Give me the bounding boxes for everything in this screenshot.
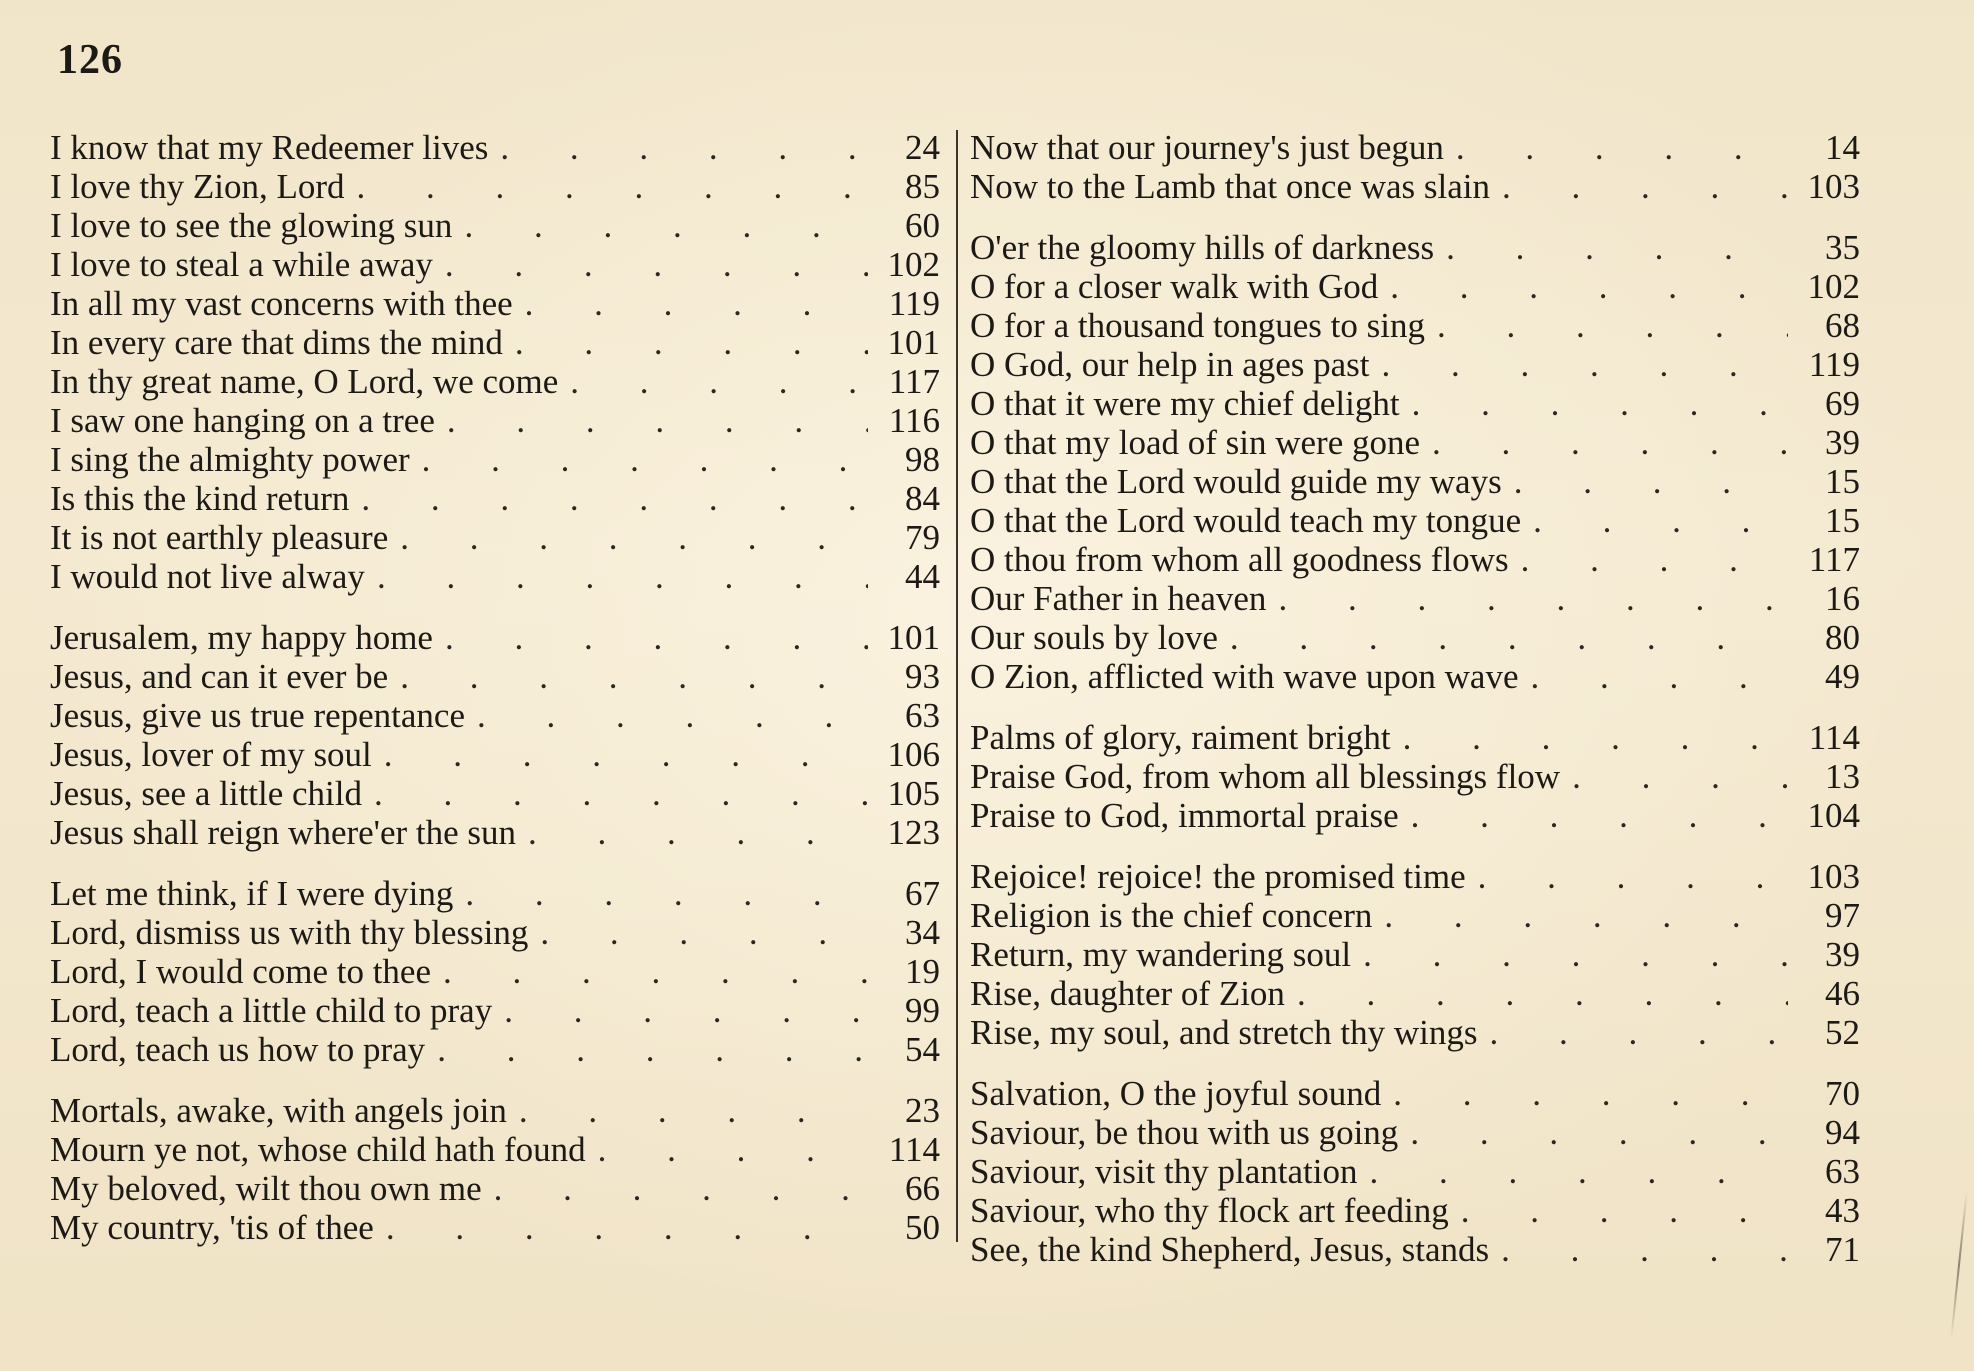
index-group — [50, 618, 940, 852]
hymn-title: Mourn ye not, whose child hath found — [50, 1130, 586, 1169]
hymn-title: Mortals, awake, with angels join — [50, 1091, 507, 1130]
hymn-page-number: 101 — [887, 323, 940, 362]
index-entry — [50, 813, 940, 852]
dot-leader — [377, 557, 868, 596]
dot-leader — [1521, 540, 1788, 579]
hymn-page-number: 43 — [1825, 1191, 1860, 1230]
hymn-page-number: 116 — [888, 401, 940, 440]
hymn-title: Saviour, visit thy plantation — [970, 1152, 1358, 1191]
index-entry — [50, 913, 940, 952]
index-entry — [970, 1230, 1860, 1269]
index-entry — [50, 401, 940, 440]
hymn-title: Jesus, lover of my soul — [50, 735, 372, 774]
index-column-left — [50, 128, 940, 1247]
hymn-title: Let me think, if I were dying — [50, 874, 454, 913]
index-entry — [50, 1208, 940, 1247]
index-entry — [970, 423, 1860, 462]
hymn-title: O for a closer walk with God — [970, 267, 1379, 306]
dot-leader — [1489, 1013, 1788, 1052]
hymn-page-number: 16 — [1825, 579, 1860, 618]
hymn-title: See, the kind Shepherd, Jesus, stands — [970, 1230, 1490, 1269]
hymn-title: Rise, daughter of Zion — [970, 974, 1285, 1013]
index-entry — [970, 718, 1860, 757]
index-group — [970, 718, 1860, 835]
hymn-title: O Zion, afflicted with wave upon wave — [970, 657, 1519, 696]
hymn-page-number: 105 — [887, 774, 940, 813]
hymn-title: Now that our journey's just begun — [970, 128, 1444, 167]
dot-leader — [1297, 974, 1788, 1013]
hymn-page-number: 39 — [1825, 935, 1860, 974]
index-entry — [970, 1191, 1860, 1230]
hymn-page-number: 114 — [1808, 718, 1860, 757]
index-entry — [50, 518, 940, 557]
dot-leader — [447, 401, 868, 440]
dot-leader — [1369, 1152, 1788, 1191]
index-entry — [50, 1169, 940, 1208]
dot-leader — [570, 362, 868, 401]
index-entry — [970, 857, 1860, 896]
hymn-page-number: 49 — [1825, 657, 1860, 696]
index-entry — [50, 657, 940, 696]
hymn-page-number: 97 — [1825, 896, 1860, 935]
index-group — [970, 128, 1860, 206]
dot-leader — [374, 774, 868, 813]
hymn-page-number: 99 — [905, 991, 940, 1030]
hymn-page-number: 14 — [1825, 128, 1860, 167]
hymn-page-number: 104 — [1807, 796, 1860, 835]
index-entry — [50, 1130, 940, 1169]
dot-leader — [1502, 167, 1788, 206]
hymn-title: My country, 'tis of thee — [50, 1208, 374, 1247]
hymn-page-number: 44 — [905, 557, 940, 596]
hymn-title: I know that my Redeemer lives — [50, 128, 489, 167]
hymn-title: I love thy Zion, Lord — [50, 167, 345, 206]
dot-leader — [1572, 757, 1788, 796]
dot-leader — [464, 206, 868, 245]
index-entry — [970, 1113, 1860, 1152]
index-group — [50, 874, 940, 1069]
index-entry — [970, 757, 1860, 796]
index-entry — [50, 557, 940, 596]
dot-leader — [1411, 796, 1788, 835]
index-column-right — [970, 128, 1860, 1269]
index-entry — [970, 1152, 1860, 1191]
hymn-page-number: 103 — [1807, 857, 1860, 896]
hymn-page-number: 63 — [905, 696, 940, 735]
index-entry — [50, 874, 940, 913]
dot-leader — [1461, 1191, 1788, 1230]
hymn-title: In all my vast concerns with thee — [50, 284, 513, 323]
hymn-page-number: 117 — [888, 362, 940, 401]
dot-leader — [1531, 657, 1789, 696]
hymn-title: O'er the gloomy hills of darkness — [970, 228, 1435, 267]
dot-leader — [1478, 857, 1788, 896]
index-entry — [50, 479, 940, 518]
hymn-page-number: 50 — [905, 1208, 940, 1247]
hymn-title: Saviour, who thy flock art feeding — [970, 1191, 1449, 1230]
dot-leader — [445, 618, 868, 657]
hymn-page-number: 93 — [905, 657, 940, 696]
index-entry — [970, 306, 1860, 345]
index-entry — [970, 167, 1860, 206]
hymn-title: Jesus shall reign where'er the sun — [50, 813, 517, 852]
hymn-page-number: 63 — [1825, 1152, 1860, 1191]
dot-leader — [1533, 501, 1788, 540]
dot-leader — [504, 991, 868, 1030]
hymn-title: I saw one hanging on a tree — [50, 401, 435, 440]
hymn-title: Jerusalem, my happy home — [50, 618, 433, 657]
index-entry — [50, 991, 940, 1030]
hymn-page-number: 106 — [887, 735, 940, 774]
hymn-page-number: 69 — [1825, 384, 1860, 423]
index-group — [970, 1074, 1860, 1269]
hymn-title: Return, my wandering soul — [970, 935, 1352, 974]
index-entry — [50, 323, 940, 362]
hymn-title: O that it were my chief delight — [970, 384, 1400, 423]
dot-leader — [422, 440, 868, 479]
index-entry — [970, 462, 1860, 501]
index-group — [970, 228, 1860, 696]
column-divider — [956, 130, 958, 1242]
index-entry — [50, 735, 940, 774]
hymn-page-number: 80 — [1825, 618, 1860, 657]
hymn-page-number: 103 — [1807, 167, 1860, 206]
hymn-page-number: 85 — [905, 167, 940, 206]
dot-leader — [384, 735, 868, 774]
dot-leader — [528, 813, 868, 852]
hymn-title: I love to see the glowing sun — [50, 206, 453, 245]
dot-leader — [400, 657, 868, 696]
index-entry — [50, 1091, 940, 1130]
dot-leader — [1403, 718, 1788, 757]
hymn-page-number: 23 — [905, 1091, 940, 1130]
dot-leader — [357, 167, 868, 206]
index-entry — [970, 228, 1860, 267]
index-entry — [50, 952, 940, 991]
index-entry — [50, 362, 940, 401]
dot-leader — [515, 323, 868, 362]
index-entry — [970, 974, 1860, 1013]
hymn-title: Jesus, and can it ever be — [50, 657, 389, 696]
hymn-page-number: 119 — [888, 284, 940, 323]
hymn-title: Is this the kind return — [50, 479, 350, 518]
hymn-title: Religion is the chief concern — [970, 896, 1373, 935]
hymn-page-number: 119 — [1808, 345, 1860, 384]
hymn-page-number: 24 — [905, 128, 940, 167]
index-entry — [50, 440, 940, 479]
index-entry — [970, 501, 1860, 540]
hymn-title: Jesus, see a little child — [50, 774, 363, 813]
hymn-title: Salvation, O the joyful sound — [970, 1074, 1382, 1113]
hymn-title: Jesus, give us true repentance — [50, 696, 465, 735]
index-entry — [50, 284, 940, 323]
dot-leader — [1410, 1113, 1788, 1152]
dot-leader — [519, 1091, 868, 1130]
hymn-page-number: 101 — [887, 618, 940, 657]
hymn-page-number: 54 — [905, 1030, 940, 1069]
hymn-page-number: 46 — [1825, 974, 1860, 1013]
hymn-title: Saviour, be thou with us going — [970, 1113, 1399, 1152]
index-entry — [970, 935, 1860, 974]
index-entry — [50, 774, 940, 813]
hymn-title: O God, our help in ages past — [970, 345, 1370, 384]
hymn-title: I sing the almighty power — [50, 440, 410, 479]
dot-leader — [1363, 935, 1788, 974]
page-edge-mark — [1950, 1190, 1968, 1339]
index-entry — [970, 345, 1860, 384]
hymn-title: O for a thousand tongues to sing — [970, 306, 1425, 345]
hymn-page-number: 70 — [1825, 1074, 1860, 1113]
hymn-title: It is not earthly pleasure — [50, 518, 389, 557]
dot-leader — [1501, 1230, 1788, 1269]
index-entry — [970, 1074, 1860, 1113]
index-entry — [970, 267, 1860, 306]
hymn-title: Our Father in heaven — [970, 579, 1267, 618]
hymn-page-number: 34 — [905, 913, 940, 952]
index-entry — [970, 896, 1860, 935]
dot-leader — [500, 128, 868, 167]
index-entry — [970, 384, 1860, 423]
dot-leader — [1514, 462, 1788, 501]
hymn-page-number: 39 — [1825, 423, 1860, 462]
hymn-page-number: 60 — [905, 206, 940, 245]
dot-leader — [1390, 267, 1788, 306]
hymn-page-number: 114 — [888, 1130, 940, 1169]
index-entry — [970, 796, 1860, 835]
dot-leader — [443, 952, 868, 991]
hymn-title: Praise God, from whom all blessings flow — [970, 757, 1561, 796]
dot-leader — [400, 518, 868, 557]
hymn-page-number: 15 — [1825, 501, 1860, 540]
hymn-title: O that the Lord would teach my tongue — [970, 501, 1522, 540]
hymn-title: In thy great name, O Lord, we come — [50, 362, 559, 401]
hymn-title: Our souls by love — [970, 618, 1218, 657]
hymn-page-number: 66 — [905, 1169, 940, 1208]
hymn-title: In every care that dims the mind — [50, 323, 503, 362]
hymn-page-number: 123 — [887, 813, 940, 852]
dot-leader — [598, 1130, 868, 1169]
hymn-title: Lord, teach a little child to pray — [50, 991, 493, 1030]
page-number: 126 — [57, 37, 123, 83]
hymn-page-number: 79 — [905, 518, 940, 557]
hymn-title: O thou from whom all goodness flows — [970, 540, 1509, 579]
hymn-page-number: 68 — [1825, 306, 1860, 345]
dot-leader — [445, 245, 868, 284]
dot-leader — [477, 696, 868, 735]
dot-leader — [1230, 618, 1788, 657]
hymn-page-number: 102 — [887, 245, 940, 284]
hymn-title: Lord, teach us how to pray — [50, 1030, 426, 1069]
index-entry — [970, 657, 1860, 696]
hymn-page-number: 102 — [1807, 267, 1860, 306]
dot-leader — [465, 874, 868, 913]
dot-leader — [437, 1030, 868, 1069]
hymn-title: I would not live alway — [50, 557, 365, 596]
hymn-title: Palms of glory, raiment bright — [970, 718, 1391, 757]
hymn-page-number: 19 — [905, 952, 940, 991]
index-entry — [970, 128, 1860, 167]
hymn-page-number: 94 — [1825, 1113, 1860, 1152]
hymn-title: Rise, my soul, and stretch thy wings — [970, 1013, 1478, 1052]
hymn-title: Now to the Lamb that once was slain — [970, 167, 1491, 206]
dot-leader — [525, 284, 868, 323]
hymn-title: Praise to God, immortal praise — [970, 796, 1399, 835]
hymn-page-number: 71 — [1825, 1230, 1860, 1269]
hymn-title: Rejoice! rejoice! the promised time — [970, 857, 1466, 896]
hymn-page-number: 52 — [1825, 1013, 1860, 1052]
index-entry — [50, 245, 940, 284]
hymn-title: O that the Lord would guide my ways — [970, 462, 1502, 501]
hymn-title: Lord, I would come to thee — [50, 952, 432, 991]
dot-leader — [1446, 228, 1788, 267]
dot-leader — [1393, 1074, 1788, 1113]
index-group — [50, 1091, 940, 1247]
dot-leader — [1278, 579, 1788, 618]
index-group — [970, 857, 1860, 1052]
hymn-page-number: 35 — [1825, 228, 1860, 267]
hymn-title: My beloved, wilt thou own me — [50, 1169, 482, 1208]
hymn-title: Lord, dismiss us with thy blessing — [50, 913, 529, 952]
index-entry — [50, 1030, 940, 1069]
dot-leader — [1384, 896, 1788, 935]
hymn-page-number: 117 — [1808, 540, 1860, 579]
index-group — [50, 128, 940, 596]
hymn-title: I love to steal a while away — [50, 245, 433, 284]
index-entry — [970, 1013, 1860, 1052]
index-entry — [50, 167, 940, 206]
hymn-page-number: 98 — [905, 440, 940, 479]
dot-leader — [386, 1208, 868, 1247]
dot-leader — [1432, 423, 1788, 462]
index-entry — [970, 618, 1860, 657]
hymn-page-number: 13 — [1825, 757, 1860, 796]
dot-leader — [361, 479, 868, 518]
dot-leader — [1437, 306, 1788, 345]
index-entry — [50, 206, 940, 245]
hymn-page-number: 67 — [905, 874, 940, 913]
dot-leader — [1382, 345, 1788, 384]
index-entry — [970, 540, 1860, 579]
hymn-page-number: 84 — [905, 479, 940, 518]
hymn-title: O that my load of sin were gone — [970, 423, 1421, 462]
dot-leader — [1412, 384, 1788, 423]
dot-leader — [1456, 128, 1788, 167]
index-entry — [50, 128, 940, 167]
index-entry — [50, 696, 940, 735]
dot-leader — [494, 1169, 868, 1208]
index-entry — [50, 618, 940, 657]
dot-leader — [540, 913, 868, 952]
index-entry — [970, 579, 1860, 618]
hymn-page-number: 15 — [1825, 462, 1860, 501]
